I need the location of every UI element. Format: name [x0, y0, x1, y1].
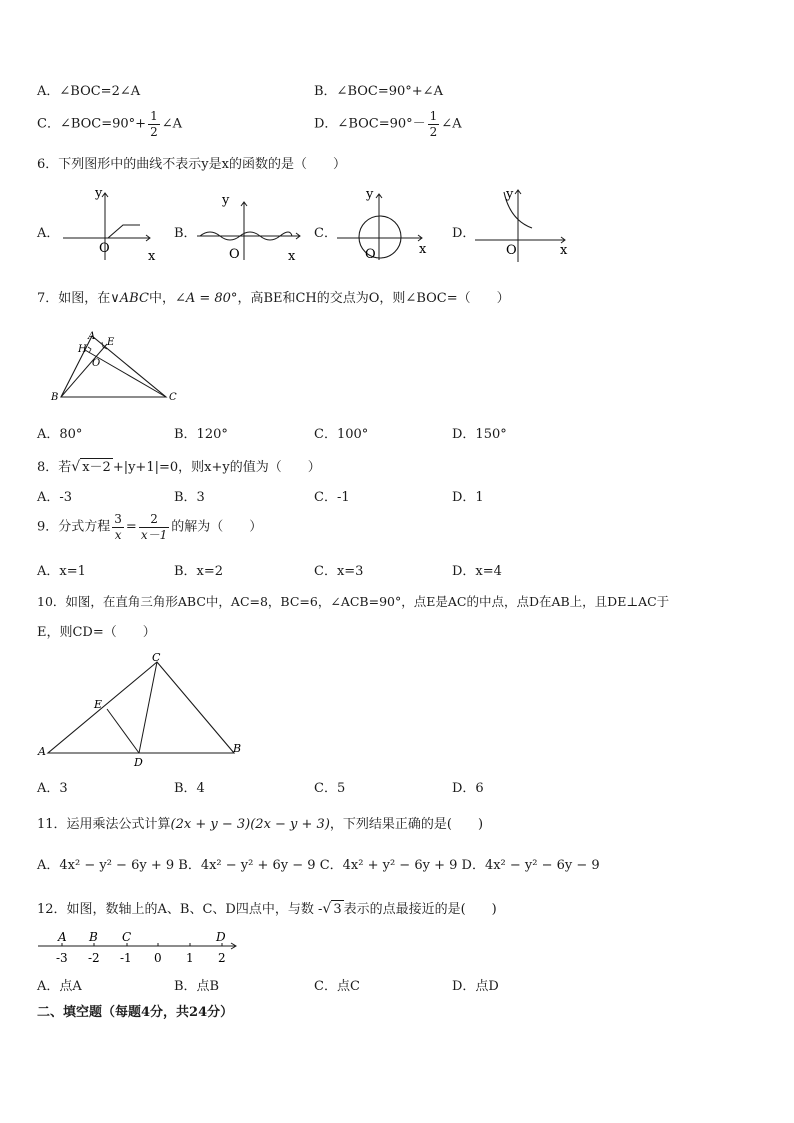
q5-option-d-fraction: $\frac{1}{2}$	[429, 109, 438, 139]
q6-c-y-label: y	[366, 187, 374, 202]
q8-option-b: B．3	[174, 490, 205, 505]
q9-equals: =	[125, 519, 137, 535]
q10-stem-line1: 10．如图，在直角三角形ABC中，AC=8，BC=6，∠ACB=90°，点E是AC的中点，点D在AB上，且DE⊥AC于	[37, 594, 670, 609]
q5-option-c-text: C．∠BOC=90°+	[37, 116, 147, 132]
q6-d-y-label: y	[506, 187, 514, 202]
q5-option-d	[314, 110, 462, 138]
q8-stem: 8．若√ x－2 +|y+1|=0，则x+y的值为（ ）	[37, 459, 321, 475]
q12-tick-label: -3	[56, 951, 68, 965]
q6-b-origin-label: O	[229, 247, 240, 262]
q8-sqrt-sign: √	[71, 459, 81, 475]
q5-option-b: B．∠BOC=90°+∠A	[314, 84, 443, 99]
q9-option-b: B．x=2	[174, 564, 224, 579]
q6-d-origin-label: O	[506, 243, 517, 258]
q12-tick-label: 2	[218, 951, 226, 965]
q10-triangle-figure	[35, 650, 250, 770]
q6-c-origin-label: O	[365, 247, 376, 262]
q6-b-y-label: y	[222, 193, 230, 208]
q7-triangle-figure	[45, 328, 195, 403]
q12-option-d: D．点D	[452, 979, 499, 994]
q7-option-b: B．120°	[174, 427, 228, 442]
q10-option-a: A．3	[37, 781, 68, 796]
q12-point-d: D	[216, 930, 226, 944]
q7-option-c: C．100°	[314, 427, 369, 442]
q7-stem: 7．如图，在∨ABC中，∠A = 80°，高BE和CH的交点为O，则∠BOC=（ ）	[37, 291, 510, 306]
q6-stem: 6．下列图形中的曲线不表示y是x的函数的是（ ）	[37, 157, 346, 172]
q6-label-b: B．	[174, 226, 197, 241]
q7-angle: ∠A = 80°	[174, 291, 238, 306]
q6-c-x-label: x	[419, 242, 427, 257]
q7-label-b: B	[51, 392, 59, 403]
q12-tick-label: -1	[120, 951, 132, 965]
q6-graph-c	[332, 182, 442, 267]
q7-label-h: H	[78, 344, 87, 355]
q6-d-x-label: x	[560, 243, 568, 258]
q10-option-b: B．4	[174, 781, 205, 796]
q12-point-c: C	[122, 930, 132, 944]
q10-label-c: C	[152, 651, 161, 664]
q11-option-b: B．4x² − y² + 6y − 9	[178, 858, 316, 873]
q5-option-c-fraction: $\frac{1}{2}$	[150, 109, 158, 139]
q12-sqrt-sign: √	[322, 901, 332, 917]
q10-label-b: B	[233, 742, 242, 755]
q9-option-a: A．x=1	[37, 564, 86, 579]
q10-label-e: E	[94, 698, 103, 711]
q11-expression: (2x + y − 3)(2x − y + 3)	[170, 817, 330, 832]
q6-graph-a	[55, 185, 165, 265]
q12-option-c: C．点C	[314, 979, 360, 994]
q9-option-c: C．x=3	[314, 564, 364, 579]
q7-triangle: ∨ABC	[110, 291, 149, 306]
q6-a-x-label: x	[148, 249, 156, 264]
q8-option-a: A．-3	[37, 490, 73, 505]
section-heading-fill-in: 二、填空题（每题4分，共24分）	[37, 1005, 234, 1020]
q7-option-d: D．150°	[452, 427, 507, 442]
q8-option-c: C．-1	[314, 490, 350, 505]
q10-option-d: D．6	[452, 781, 484, 796]
q7-label-o: O	[92, 358, 101, 369]
q12-option-b: B．点B	[174, 979, 220, 994]
q9-fraction-right: $\frac{2}{x-1}$	[140, 512, 168, 542]
q11-stem: 11．运用乘法公式计算(2x + y − 3)(2x − y + 3)，下列结果正确的是( )	[37, 817, 484, 832]
q11-option-d: D．4x² − y² − 6y − 9	[461, 858, 600, 873]
q7-label-c: C	[169, 392, 177, 403]
q5-option-d-angle: ∠A	[441, 116, 462, 132]
q5-option-c-angle: ∠A	[161, 116, 182, 132]
q12-tick-label: -2	[88, 951, 100, 965]
q11-option-c: C．4x² + y² − 6y + 9	[319, 858, 458, 873]
q5-option-c	[37, 110, 182, 138]
q7-label-e: E	[107, 337, 115, 348]
q9-option-d: D．x=4	[452, 564, 502, 579]
q10-option-c: C．5	[314, 781, 346, 796]
q7-option-a: A．80°	[37, 427, 83, 442]
q8-option-d: D．1	[452, 490, 484, 505]
q6-a-y-label: y	[95, 186, 103, 201]
q5-option-a: A．∠BOC=2∠A	[37, 84, 141, 99]
q6-label-c: C．	[314, 226, 337, 241]
q9-stem: 9．分式方程 $\frac{3}{x}$ = $\frac{2}{x-1}$ 的解为（ ）	[37, 512, 263, 542]
q12-option-a: A．点A	[37, 979, 82, 994]
q12-radicand: 3	[333, 902, 342, 917]
q6-b-x-label: x	[288, 249, 296, 264]
q6-graph-d	[470, 182, 580, 267]
q10-label-d: D	[134, 756, 143, 769]
q8-radicand: x－2	[82, 460, 111, 475]
q6-graph-b	[192, 190, 312, 265]
q12-stem: 12．如图，数轴上的A、B、C、D四点中，与数 -√ 3 表示的点最接近的是( )	[37, 901, 497, 917]
q12-point-a: A	[58, 930, 67, 944]
q12-number-line	[36, 928, 251, 970]
q12-tick-label: 0	[154, 951, 162, 965]
q5-option-d-text: D．∠BOC=90°－	[314, 116, 426, 132]
q6-label-a: A．	[37, 226, 60, 241]
q12-point-b: B	[89, 930, 98, 944]
q7-label-a: A	[88, 331, 96, 342]
q9-fraction-left: $\frac{3}{x}$	[114, 512, 122, 542]
q6-label-d: D．	[452, 226, 476, 241]
q11-option-a: A．4x² − y² − 6y + 9	[37, 858, 175, 873]
q10-stem-line2: E，则CD=（ ）	[37, 625, 156, 640]
q10-label-a: A	[38, 745, 46, 758]
q12-tick-label: 1	[186, 951, 194, 965]
q6-a-origin-label: O	[99, 241, 110, 256]
q11-options	[37, 859, 600, 872]
